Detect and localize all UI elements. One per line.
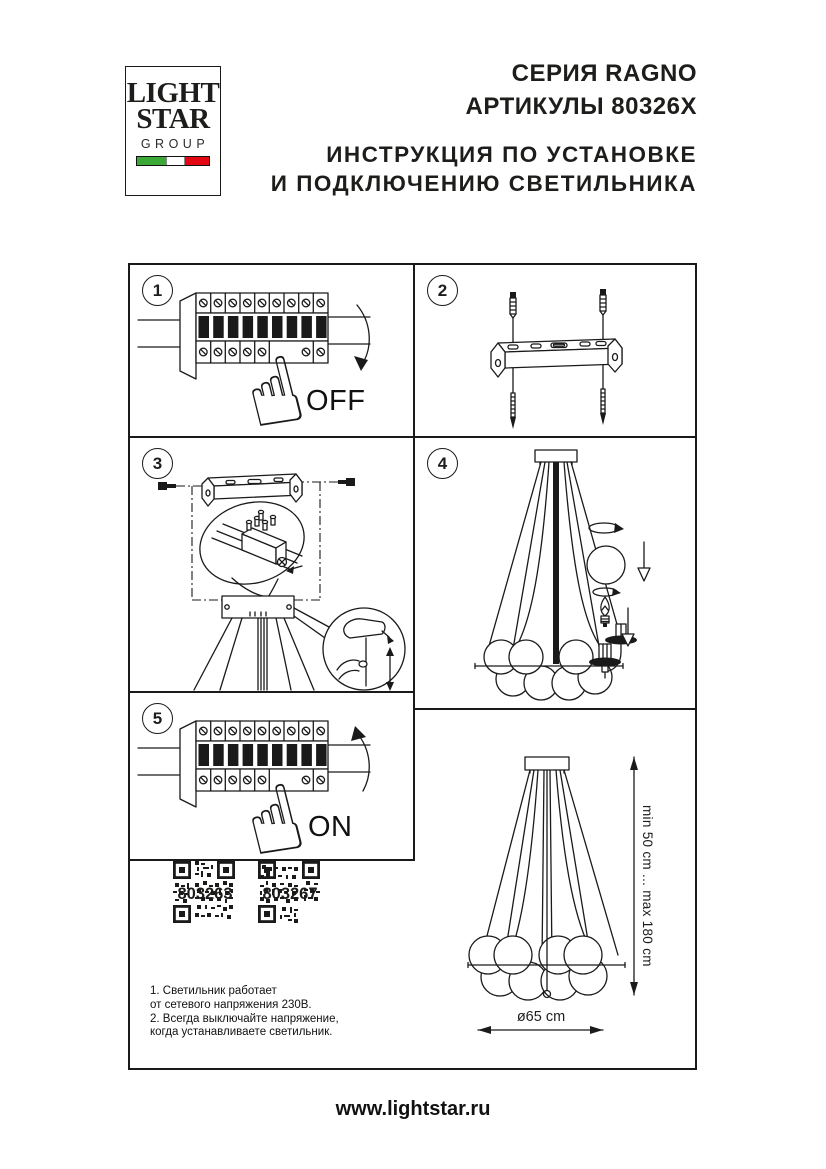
off-label: OFF: [306, 385, 366, 417]
note-line-1: 1. Светильник работает: [150, 985, 277, 997]
articles-title: АРТИКУЛЫ 80326X: [465, 93, 697, 120]
qr-code-803263: [173, 861, 235, 923]
article-number-803267: 803267: [262, 885, 318, 903]
steps-grid: [128, 263, 697, 1070]
instruction-title-line1: ИНСТРУКЦИЯ ПО УСТАНОВКЕ: [326, 142, 697, 167]
website-url: www.lightstar.ru: [335, 1098, 491, 1120]
note-line-3: 2. Всегда выключайте напряжение,: [150, 1012, 339, 1025]
step-5-panel: [130, 693, 413, 859]
step-3-panel: [130, 438, 413, 691]
lightstar-logo: [125, 66, 221, 196]
note-line-2: от сетевого напряжения 230В.: [150, 998, 312, 1011]
step-4-panel: [415, 438, 695, 708]
chandelier-assembly-drawing: [415, 438, 695, 708]
instruction-title-line2: И ПОДКЛЮЧЕНИЮ СВЕТИЛЬНИКА: [270, 171, 697, 196]
dimensions-area: [415, 710, 695, 1068]
logo-word-star: STAR: [136, 103, 210, 135]
logo-word-light: LIGHT: [126, 77, 220, 109]
logo-word-group: GROUP: [140, 137, 210, 151]
product-info-area: [130, 861, 413, 1068]
note-line-4: когда устанавливаете светильник.: [150, 1026, 333, 1039]
step-1-panel: [130, 265, 413, 436]
diameter-dimension-label: ø65 cm: [516, 1009, 566, 1025]
step-2-number: 2: [427, 275, 458, 306]
document-titles: [271, 57, 697, 198]
series-title: СЕРИЯ RAGNO: [511, 60, 697, 87]
mounting-drawing: [130, 438, 413, 691]
article-number-803263: 803263: [177, 885, 233, 903]
step-1-number: 1: [142, 275, 173, 306]
step-3-number: 3: [142, 448, 173, 479]
on-label: ON: [308, 811, 353, 843]
italian-flag-bar: [136, 156, 210, 166]
safety-notes: [150, 985, 339, 1040]
qr-code-803267: [258, 861, 320, 923]
step-5-number: 5: [142, 703, 173, 734]
step-4-number: 4: [427, 448, 458, 479]
height-dimension-label: min 50 cm ... max 180 cm: [640, 805, 655, 967]
step-2-panel: [415, 265, 695, 436]
